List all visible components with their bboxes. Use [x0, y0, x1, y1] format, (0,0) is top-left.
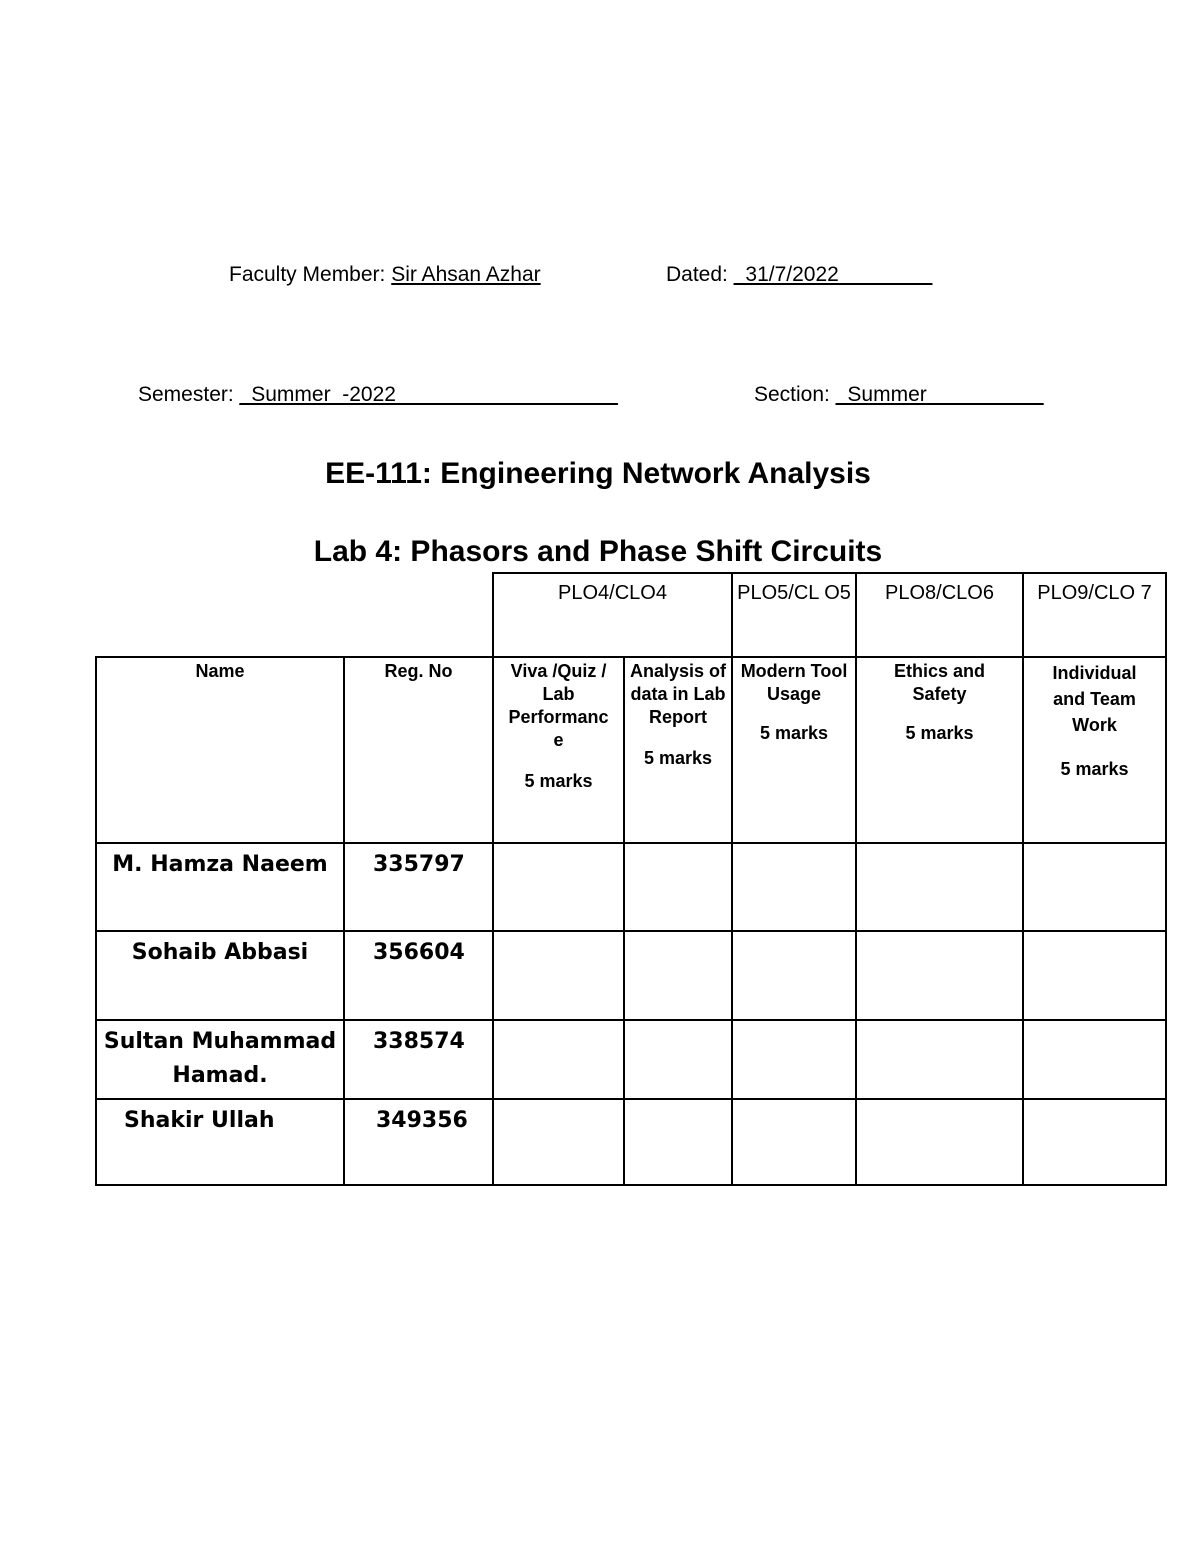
blank-corner — [96, 573, 493, 657]
student-reg: 338574 — [344, 1020, 493, 1099]
criteria-ethics — [856, 657, 1023, 843]
name-column-header: Name — [96, 657, 344, 843]
criteria-marks: 5 marks — [905, 723, 974, 743]
mark-cell[interactable] — [732, 931, 856, 1020]
course-title: EE-111: Engineering Network Analysis — [325, 457, 871, 490]
section-value: _Summer__________ — [835, 383, 1044, 406]
mark-cell[interactable] — [1023, 1020, 1166, 1099]
table-row — [96, 843, 1166, 931]
plo5-header: PLO5/CL O5 — [732, 573, 856, 657]
mark-cell[interactable] — [732, 1020, 856, 1099]
criteria-label: Modern Tool Usage — [740, 661, 848, 704]
mark-cell[interactable] — [732, 1099, 856, 1185]
criteria-marks: 5 marks — [1060, 759, 1129, 779]
dated-line — [666, 263, 932, 287]
mark-cell[interactable] — [624, 1020, 732, 1099]
mark-cell[interactable] — [493, 1099, 624, 1185]
criteria-label: Individual and Team Work — [1052, 663, 1137, 735]
mark-cell[interactable] — [1023, 931, 1166, 1020]
mark-cell[interactable] — [732, 843, 856, 931]
mark-cell[interactable] — [624, 931, 732, 1020]
mark-cell[interactable] — [624, 1099, 732, 1185]
criteria-label: Analysis of data in Lab Report — [629, 661, 727, 727]
dated-value: _31/7/2022________ — [733, 263, 933, 286]
semester-line — [138, 383, 618, 407]
semester-value: _Summer_-2022___________________ — [239, 383, 618, 406]
plo4-header: PLO4/CLO4 — [493, 573, 732, 657]
criteria-teamwork — [1023, 657, 1166, 843]
student-reg: 335797 — [344, 843, 493, 931]
student-name: Sultan Muhammad Hamad. — [96, 1020, 344, 1099]
mark-cell[interactable] — [624, 843, 732, 931]
criteria-viva — [493, 657, 624, 843]
dated-label: Dated: — [666, 263, 734, 286]
table-row — [96, 1099, 1166, 1185]
semester-label: Semester: — [138, 383, 240, 406]
mark-cell[interactable] — [1023, 843, 1166, 931]
student-reg: 349356 — [344, 1099, 493, 1185]
reg-column-header: Reg. No — [344, 657, 493, 843]
section-label: Section: — [754, 383, 836, 406]
table-row — [96, 1020, 1166, 1099]
student-name: M. Hamza Naeem — [96, 843, 344, 931]
student-reg: 356604 — [344, 931, 493, 1020]
faculty-label: Faculty Member: — [229, 263, 392, 286]
criteria-header-row — [96, 657, 1166, 843]
plo-header-row — [96, 573, 1166, 657]
mark-cell[interactable] — [856, 843, 1023, 931]
mark-cell[interactable] — [856, 1099, 1023, 1185]
mark-cell[interactable] — [493, 931, 624, 1020]
mark-cell[interactable] — [1023, 1099, 1166, 1185]
faculty-value: Sir Ahsan Azhar — [391, 263, 541, 286]
criteria-modern-tool — [732, 657, 856, 843]
plo8-header: PLO8/CLO6 — [856, 573, 1023, 657]
criteria-marks: 5 marks — [759, 723, 829, 743]
criteria-analysis — [624, 657, 732, 843]
plo9-header: PLO9/CLO 7 — [1023, 573, 1166, 657]
mark-cell[interactable] — [493, 843, 624, 931]
student-name: Shakir Ullah — [96, 1099, 344, 1185]
student-name: Sohaib Abbasi — [96, 931, 344, 1020]
criteria-marks: 5 marks — [643, 748, 713, 768]
mark-cell[interactable] — [493, 1020, 624, 1099]
mark-cell[interactable] — [856, 931, 1023, 1020]
criteria-label: Viva /Quiz / Lab Performanc e — [508, 661, 609, 750]
table-row — [96, 931, 1166, 1020]
section-line — [754, 383, 1044, 407]
assessment-table — [95, 572, 1167, 1186]
criteria-label: Ethics and Safety — [894, 661, 986, 704]
lab-title: Lab 4: Phasors and Phase Shift Circuits — [313, 535, 883, 568]
criteria-marks: 5 marks — [524, 771, 593, 791]
mark-cell[interactable] — [856, 1020, 1023, 1099]
faculty-line — [229, 263, 541, 287]
